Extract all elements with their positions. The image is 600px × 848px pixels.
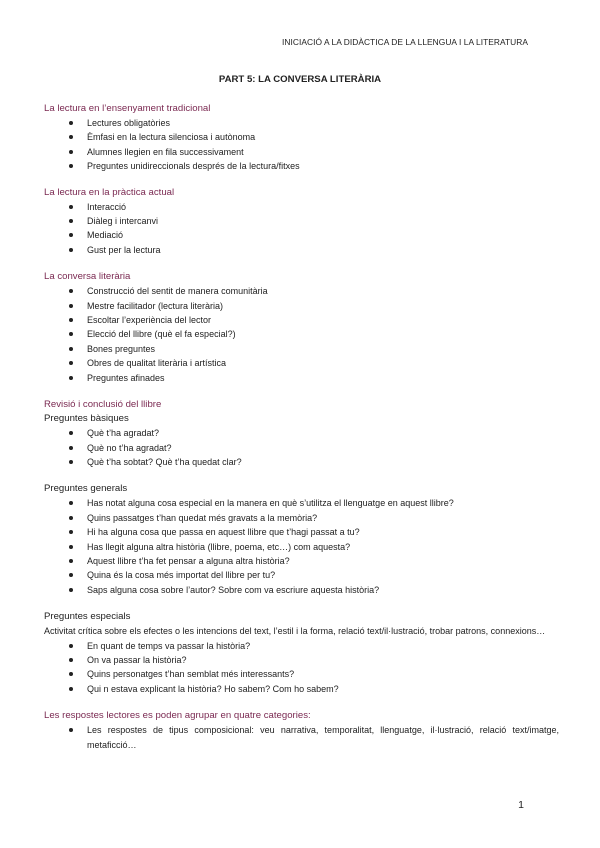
list-item: Èmfasi en la lectura silenciosa i autònoma: [44, 130, 559, 144]
section-heading-tradicional: La lectura en l’ensenyament tradicional: [44, 103, 211, 114]
list-item: Mestre facilitador (lectura literària): [44, 299, 559, 313]
list-item: Gust per la lectura: [44, 243, 559, 257]
subheading-basiques: Preguntes bàsiques: [44, 413, 129, 425]
list-item: Alumnes llegien en fila successivament: [44, 145, 559, 159]
list-item: Preguntes afinades: [44, 371, 559, 385]
list-respostes: [44, 723, 559, 752]
list-item: Saps alguna cosa sobre l’autor? Sobre com va escriure aquesta història?: [44, 583, 559, 597]
list-item: Qui n estava explicant la història? Ho sabem? Com ho sabem?: [44, 682, 559, 696]
section-heading-conversa: La conversa literària: [44, 271, 131, 283]
list-item: Interacció: [44, 200, 559, 214]
list-item: Quina és la cosa més importat del llibre per tu?: [44, 568, 559, 582]
especials-intro: Activitat crítica sobre els efectes o les intencions del text, l’estil i la forma, relació text/il·lustració, trobar patrons, connexions…: [44, 626, 546, 637]
list-item: Quins personatges t’han semblat més interessants?: [44, 667, 559, 681]
list-actual: [44, 200, 559, 258]
list-item: Què t’ha sobtat? Què t’ha quedat clar?: [44, 455, 559, 469]
page-title: PART 5: LA CONVERSA LITERÀRIA: [218, 74, 382, 85]
list-item: Has llegit alguna altra història (llibre, poema, etc…) com aquesta?: [44, 540, 559, 554]
list-item: Bones preguntes: [44, 342, 559, 356]
subheading-generals: Preguntes generals: [44, 483, 128, 495]
running-header: INICIACIÓ A LA DIDÀCTICA DE LA LLENGUA I LA LITERATURA: [282, 37, 528, 47]
section-heading-actual: La lectura en la pràctica actual: [44, 186, 175, 198]
list-item: Escoltar l’experiència del lector: [44, 313, 559, 327]
list-basiques: [44, 426, 559, 469]
list-item: Les respostes de tipus composicional: veu narrativa, temporalitat, llenguatge, il·lustració, relació text/imatge, metaficció…: [44, 723, 559, 752]
list-item: Obres de qualitat literària i artística: [44, 356, 559, 370]
list-conversa: [44, 284, 559, 385]
section-heading-respostes: Les respostes lectores es poden agrupar en quatre categories:: [44, 710, 311, 722]
document-body: [44, 102, 559, 752]
list-item: Has notat alguna cosa especial en la manera en què s’utilitza el llenguatge en aquest llibre?: [44, 496, 559, 510]
list-item: Aquest llibre t’ha fet pensar a alguna altra història?: [44, 554, 559, 568]
list-item: Hi ha alguna cosa que passa en aquest llibre que t’hagi passat a tu?: [44, 525, 559, 539]
list-item: Diàleg i intercanvi: [44, 214, 559, 228]
list-item: Lectures obligatòries: [44, 116, 559, 130]
list-item: On va passar la història?: [44, 653, 559, 667]
page-number: 1: [518, 799, 524, 811]
list-item: Elecció del llibre (què el fa especial?): [44, 327, 559, 341]
subheading-especials: Preguntes especials: [44, 611, 131, 623]
list-generals: [44, 496, 559, 597]
list-item: Construcció del sentit de manera comunitària: [44, 284, 559, 298]
list-especials: [44, 639, 559, 697]
list-item: Quins passatges t’han quedat més gravats a la memòria?: [44, 511, 559, 525]
list-item: Mediació: [44, 228, 559, 242]
section-heading-revisio: Revisió i conclusió del llibre: [44, 399, 162, 411]
list-item: Preguntes unidireccionals després de la lectura/fitxes: [44, 159, 559, 173]
list-tradicional: [44, 116, 559, 174]
list-item: Què no t’ha agradat?: [44, 441, 559, 455]
list-item: Què t’ha agradat?: [44, 426, 559, 440]
list-item: En quant de temps va passar la història?: [44, 639, 559, 653]
